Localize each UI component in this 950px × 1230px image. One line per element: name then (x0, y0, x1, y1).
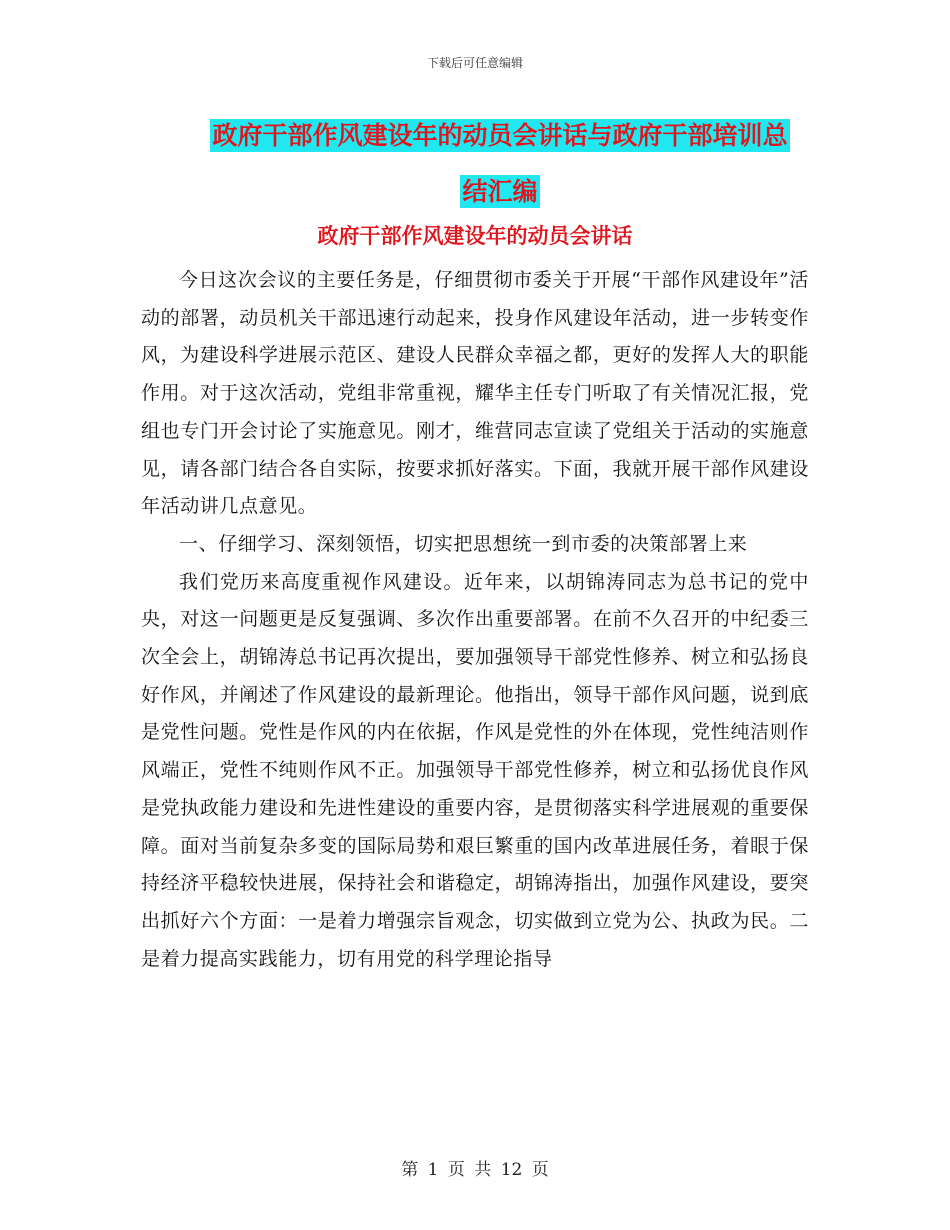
section-title: 政府干部作风建设年的动员会讲话 (317, 223, 633, 248)
paragraph-heading-1: 一、仔细学习、深刻领悟，切实把思想统一到市委的决策部署上来 (179, 532, 748, 555)
document-title-line-1: 政府干部作风建设年的动员会讲话与政府干部培训总 (212, 121, 788, 150)
document-body (141, 262, 809, 978)
page-footer: 第 1 页 共 12 页 (401, 1160, 549, 1180)
paragraph-body-1: 我们党历来高度重视作风建设。近年来，以胡锦涛同志为总书记的党中央，对这一问题更是反复强调、多次作出重要部署。在前不久召开的中纪委三次全会上，胡锦涛总书记再次提出，要加强领导干部党性修养、树立和弘扬良好作风，并阐述了作风建设的最新理论。他指出，领导干部作风问题，说到底是党性问题。党性是作风的内在依据，作风是党性的外在体现，党性纯洁则作风端正，党性不纯则作风不正。加强领导干部党性修养，树立和弘扬优良作风是党执政能力建设和先进性建设的重要内容，是贯彻落实科学进展观的重要保障。面对当前复杂多变的国际局势和艰巨繁重的国内改革进展任务，着眼于保持经济平稳较快进展，保持社会和谐稳定，胡锦涛指出，加强作风建设，要突出抓好六个方面：一是着力增强宗旨观念，切实做到立党为公、执政为民。二是着力提高实践能力，切有用党的科学理论指导 (141, 570, 809, 970)
document-title-line-2: 结汇编 (462, 177, 538, 206)
document-title (120, 108, 880, 220)
page-header: 下载后可任意编辑 (426, 56, 523, 70)
paragraph-intro: 今日这次会议的主要任务是，仔细贯彻市委关于开展“干部作风建设年”活动的部署，动员机关干部迅速行动起来，投身作风建设年活动，进一步转变作风，为建设科学进展示范区、建设人民群众幸福之都，更好的发挥人大的职能作用。对于这次活动，党组非常重视，耀华主任专门听取了有关情况汇报，党组也专门开会讨论了实施意见。刚才，维营同志宣读了党组关于活动的实施意见，请各部门结合各自实际，按要求抓好落实。下面，我就开展干部作风建设年活动讲几点意见。 (141, 269, 809, 518)
